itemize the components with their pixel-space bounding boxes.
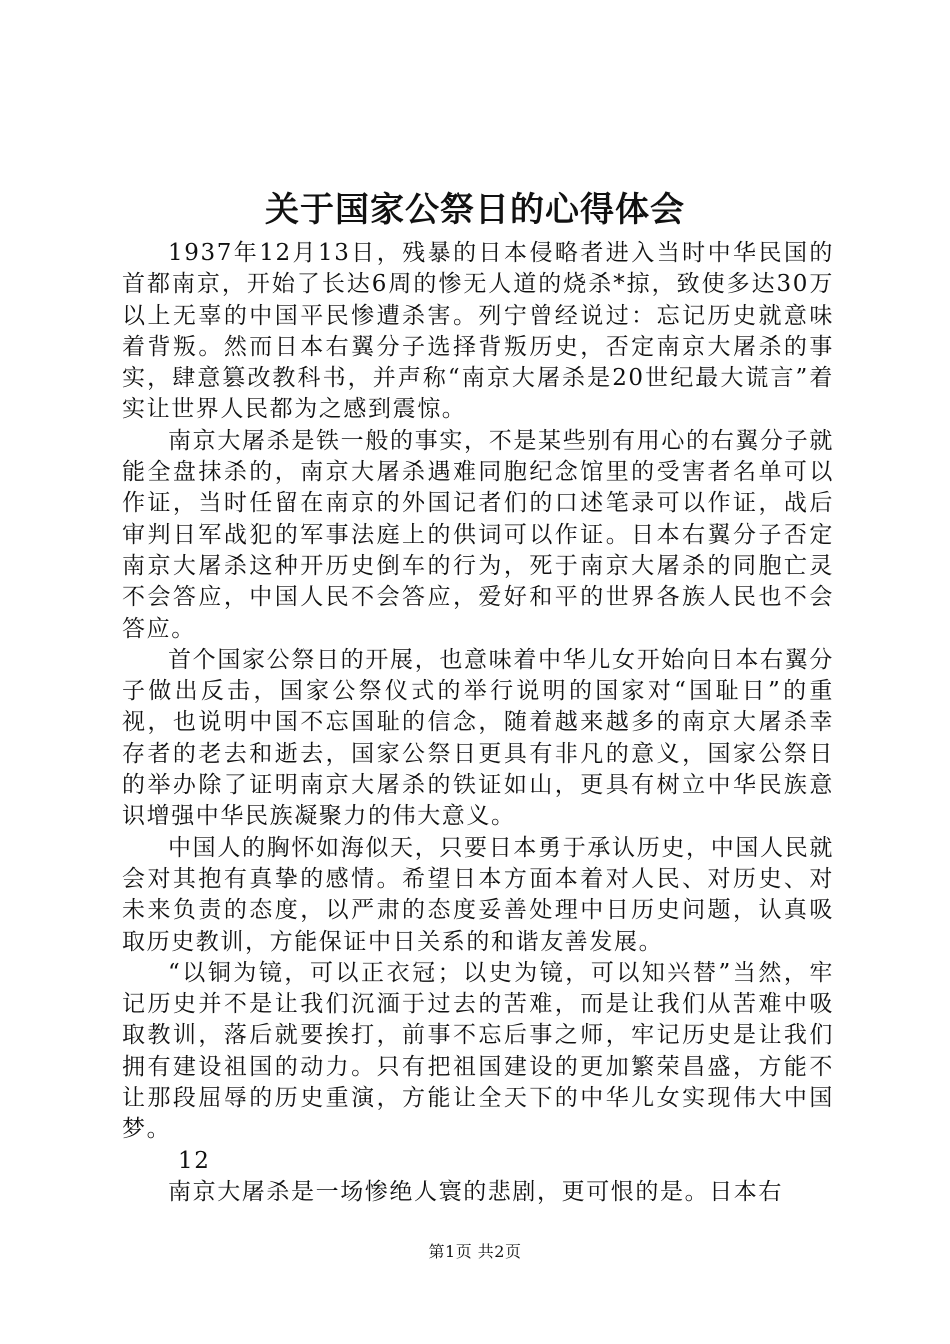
paragraph-3: 首个国家公祭日的开展，也意味着中华儿女开始向日本右翼分子做出反击，国家公祭仪式的举行说明的国家对“国耻日”的重视，也说明中国不忘国耻的信念，随着越来越多的南京大屠杀幸存者的老去和逝去，国家公祭日更具有非凡的意义，国家公祭日的举办除了证明南京大屠杀的铁证如山，更具有树立中华民族意识增强中华民族凝聚力的伟大意义。 bbox=[122, 646, 834, 830]
paragraph-6: 南京大屠杀是一场惨绝人寰的悲剧，更可恨的是。日本右 bbox=[168, 1178, 783, 1205]
paragraph-4: 中国人的胸怀如海似天，只要日本勇于承认历史，中国人民就会对其抱有真挚的感情。希望日本方面本着对人民、对历史、对未来负责的态度，以严肃的态度妥善处理中日历史问题，认真吸取历史教训，方能保证中日关系的和谐友善发展。 bbox=[122, 834, 834, 955]
paragraph-5: “以铜为镜，可以正衣冠；以史为镜，可以知兴替”当然，牢记历史并不是让我们沉湎于过去的苦难，而是让我们从苦难中吸取教训，落后就要挨打，前事不忘后事之师，牢记历史是让我们拥有建设祖国的动力。只有把祖国建设的更加繁荣昌盛，方能不让那段屈辱的历史重演，方能让全天下的中华儿女实现伟大中国梦。 bbox=[122, 959, 834, 1143]
paragraph-2: 南京大屠杀是铁一般的事实，不是某些别有用心的右翼分子就能全盘抹杀的，南京大屠杀遇难同胞纪念馆里的受害者名单可以作证，当时任留在南京的外国记者们的口述笔录可以作证，战后审判日军战犯的军事法庭上的供词可以作证。日本右翼分子否定南京大屠杀这种开历史倒车的行为，死于南京大屠杀的同胞亡灵不会答应，中国人民不会答应，爱好和平的世界各族人民也不会答应。 bbox=[122, 427, 834, 642]
page-footer: 第1页 共2页 bbox=[428, 1242, 522, 1261]
document-body bbox=[122, 238, 834, 1208]
number-line: 12 bbox=[178, 1147, 211, 1174]
paragraph-1: 1937年12月13日，残暴的日本侵略者进入当时中华民国的首都南京，开始了长达6周的惨无人道的烧杀*掠，致使多达30万以上无辜的中国平民惨遭杀害。列宁曾经说过：忘记历史就意味着背叛。然而日本右翼分子选择背叛历史，否定南京大屠杀的事实，肆意篡改教科书，并声称“南京大屠杀是20世纪最大谎言”着实让世界人民都为之感到震惊。 bbox=[122, 240, 834, 423]
document-title: 关于国家公祭日的心得体会 bbox=[265, 190, 685, 230]
